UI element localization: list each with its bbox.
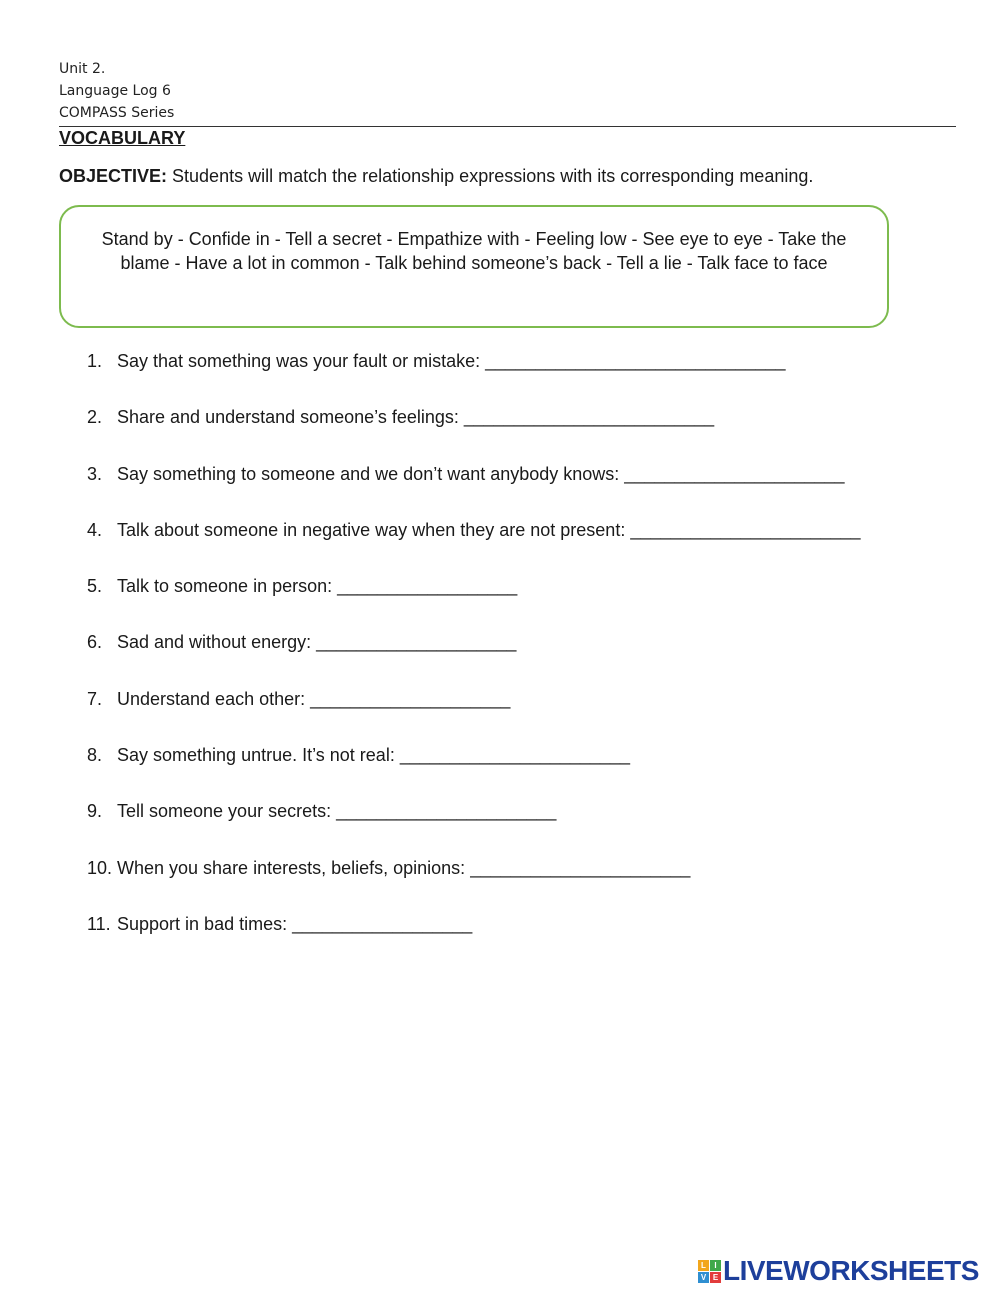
question-number: 3.: [87, 463, 103, 484]
question-item: [87, 912, 861, 968]
question-item: [87, 462, 861, 518]
word-bank-text: Stand by - Confide in - Tell a secret - Empathize with - Feeling low - See eye to eye - Take the blame - Have a lot in common - Talk behind someone’s back - Tell a lie - Talk face to face: [101, 229, 847, 273]
header-divider: [59, 126, 956, 127]
logo-letter-e: E: [710, 1272, 721, 1283]
objective-text: Students will match the relationship expressions with its corresponding meaning.: [167, 166, 814, 186]
question-item: [87, 405, 861, 461]
question-text: Say something untrue. It’s not real: _______________________: [117, 745, 631, 766]
question-text: When you share interests, beliefs, opinions: ______________________: [117, 857, 691, 878]
question-item: [87, 799, 861, 855]
question-text: Talk about someone in negative way when they are not present: _______________________: [117, 519, 861, 540]
question-number: 5.: [87, 576, 103, 597]
liveworksheets-logo: [698, 1256, 979, 1286]
question-number: 6.: [87, 632, 103, 653]
question-number: 4.: [87, 519, 103, 540]
logo-wordmark: LIVEWORKSHEETS: [723, 1255, 979, 1286]
question-text: Say that something was your fault or mistake: ______________________________: [117, 351, 786, 371]
question-item: [87, 630, 861, 686]
header-unit: Unit 2.: [59, 61, 106, 77]
question-item: [87, 687, 861, 743]
question-item: [87, 574, 861, 630]
question-number: 1.: [87, 351, 103, 371]
section-title: VOCABULARY: [59, 128, 186, 148]
question-number: 10.: [87, 857, 113, 878]
logo-letter-blocks: [698, 1260, 721, 1283]
document-header: [59, 58, 174, 124]
logo-letter-v: V: [698, 1272, 709, 1283]
question-number: 9.: [87, 801, 103, 822]
question-item: [87, 856, 861, 912]
question-number: 11.: [87, 913, 111, 934]
question-list: [87, 349, 861, 968]
logo-letter-l: L: [698, 1260, 709, 1271]
question-number: 2.: [87, 407, 103, 428]
objective: [59, 164, 813, 188]
word-bank-box: [59, 205, 889, 328]
header-language-log: Language Log 6: [59, 83, 171, 99]
question-item: [87, 518, 861, 574]
question-text: Share and understand someone’s feelings: _________________________: [117, 407, 715, 428]
question-item: [87, 743, 861, 799]
question-item: [87, 349, 861, 405]
header-series: COMPASS Series: [59, 105, 175, 121]
question-text: Say something to someone and we don’t want anybody knows: ______________________: [117, 463, 845, 484]
objective-label: OBJECTIVE:: [59, 166, 168, 186]
question-number: 7.: [87, 688, 103, 709]
logo-letter-i: I: [710, 1260, 721, 1271]
question-text: Tell someone your secrets: ______________________: [117, 801, 557, 822]
question-text: Understand each other: ____________________: [117, 688, 511, 709]
question-text: Sad and without energy: ____________________: [117, 632, 517, 653]
question-text: Support in bad times: __________________: [117, 913, 473, 934]
question-number: 8.: [87, 745, 103, 766]
question-text: Talk to someone in person: __________________: [117, 576, 518, 597]
